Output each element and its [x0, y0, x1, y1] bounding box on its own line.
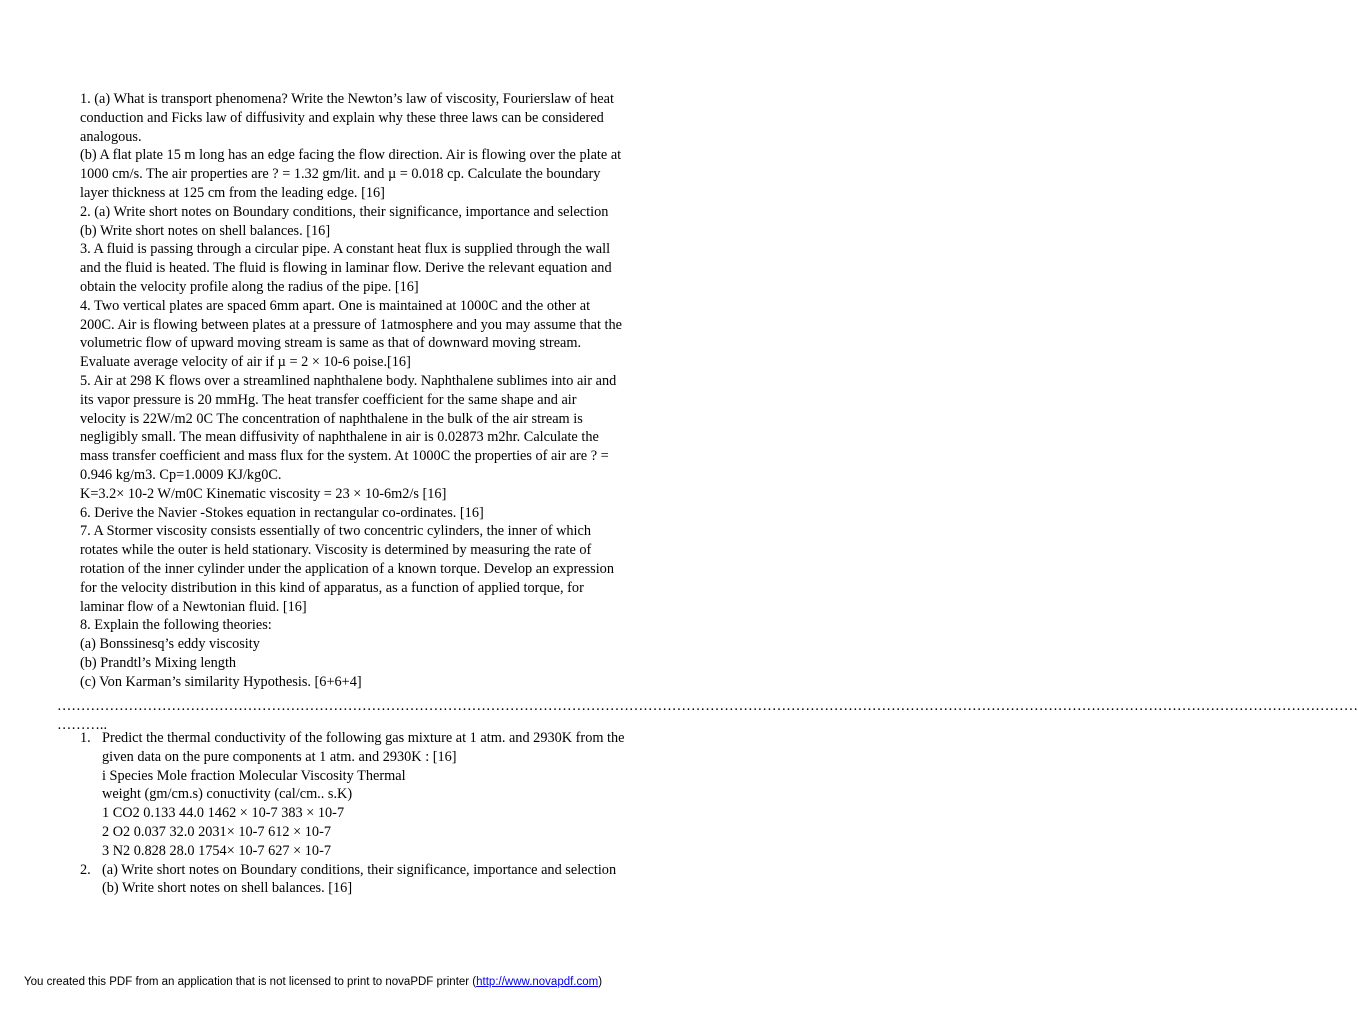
text-line: 2. (a) Write short notes on Boundary conditions, their significance, importance and selection [80, 203, 609, 220]
text-line: weight (gm/cm.s) conuctivity (cal/cm.. s.K) [102, 786, 353, 803]
text-line: layer thickness at 125 cm from the leading edge. [16] [80, 184, 385, 201]
separator-line: ……….. [57, 716, 108, 733]
text-line: (a) Bonssinesq’s eddy viscosity [80, 636, 260, 653]
text-line: (b) Prandtl’s Mixing length [80, 654, 237, 671]
text-line: 1. (a) What is transport phenomena? Write the Newton’s law of viscosity, Fourierslaw of heat [80, 91, 614, 107]
text-line: analogous. [80, 128, 142, 145]
text-line: (b) A flat plate 15 m long has an edge facing the flow direction. Air is flowing over the plate at [80, 147, 622, 164]
text-line: 3 N2 0.828 28.0 1754× 10-7 627 × 10-7 [102, 842, 331, 859]
item-number: 1. [80, 730, 91, 746]
text-line: 4. Two vertical plates are spaced 6mm apart. One is maintained at 1000C and the other at [80, 297, 591, 314]
text-line: mass transfer coefficient and mass flux for the system. At 1000C the properties of air are ? = [80, 448, 609, 465]
footer-text: You created this PDF from an application that is not licensed to print to novaPDF printer ( [24, 976, 477, 988]
text-line: (c) Von Karman’s similarity Hypothesis. [6+6+4] [80, 673, 362, 690]
text-line: rotates while the outer is held stationary. Viscosity is determined by measuring the rate of [80, 542, 592, 559]
questions-block [80, 90, 705, 692]
text-line: conduction and Ficks law of diffusivity and explain why these three laws can be considered [80, 109, 604, 126]
item-number: 2. [80, 861, 91, 878]
list-item [80, 861, 705, 899]
text-line: 2 O2 0.037 32.0 2031× 10-7 612 × 10-7 [102, 823, 331, 840]
text-line: negligibly small. The mean diffusivity of naphthalene in air is 0.02873 m2hr. Calculate the [80, 429, 599, 446]
text-line: rotation of the inner cylinder under the application of a known torque. Develop an expression [80, 560, 614, 577]
text-line: (a) Write short notes on Boundary conditions, their significance, importance and selection [102, 861, 617, 878]
text-line: obtain the velocity profile along the radius of the pipe. [16] [80, 278, 419, 295]
text-line: Evaluate average velocity of air if µ = 2 × 10-6 poise.[16] [80, 354, 411, 371]
text-line: i Species Mole fraction Molecular Viscosity Thermal [102, 767, 406, 784]
text-line: K=3.2× 10-2 W/m0C Kinematic viscosity = 23 × 10-6m2/s [16] [80, 485, 447, 502]
novapdf-link[interactable]: http://www.novapdf.com [476, 976, 599, 988]
text-line: and the fluid is heated. The fluid is flowing in laminar flow. Derive the relevant equation and [80, 260, 612, 277]
text-line: 200C. Air is flowing between plates at a pressure of 1atmosphere and you may assume that the [80, 316, 622, 333]
text-line: 8. Explain the following theories: [80, 617, 272, 634]
text-line: 3. A fluid is passing through a circular pipe. A constant heat flux is supplied through the wall [80, 241, 611, 258]
list-item [80, 729, 705, 861]
text-line: 5. Air at 298 K flows over a streamlined naphthalene body. Naphthalene sublimes into air and [80, 372, 617, 389]
text-line: (b) Write short notes on shell balances. [16] [80, 222, 331, 239]
text-line: (b) Write short notes on shell balances. [16] [102, 880, 353, 897]
second-question-list [80, 729, 705, 898]
text-line: 0.946 kg/m3. Cp=1.0009 KJ/kg0C. [80, 466, 282, 483]
text-line: given data on the pure components at 1 atm. and 2930K : [16] [102, 748, 457, 765]
text-line: velocity is 22W/m2 0C The concentration of naphthalene in the bulk of the air stream is [80, 410, 583, 427]
text-line: 6. Derive the Navier -Stokes equation in rectangular co-ordinates. [16] [80, 504, 484, 521]
text-line: Predict the thermal conductivity of the following gas mixture at 1 atm. and 2930K from the [102, 730, 625, 746]
novapdf-footer [24, 976, 602, 988]
text-line: volumetric flow of upward moving stream is same as that of downward moving stream. [80, 335, 582, 352]
text-line: 7. A Stormer viscosity consists essentially of two concentric cylinders, the inner of which [80, 523, 592, 540]
text-line: for the velocity distribution in this kind of apparatus, as a function of applied torque, for [80, 579, 584, 596]
text-line: its vapor pressure is 20 mmHg. The heat transfer coefficient for the same shape and air [80, 391, 577, 408]
separator-line: ………………………………………………………………………………………………………………………………………………………………………………………………………………………………………………… [57, 698, 1358, 714]
text-line: laminar flow of a Newtonian fluid. [16] [80, 598, 307, 615]
footer-text-end: ) [598, 976, 603, 988]
text-line: 1000 cm/s. The air properties are ? = 1.32 gm/lit. and µ = 0.018 cp. Calculate the boundary [80, 166, 601, 183]
text-line: 1 CO2 0.133 44.0 1462 × 10-7 383 × 10-7 [102, 805, 345, 822]
